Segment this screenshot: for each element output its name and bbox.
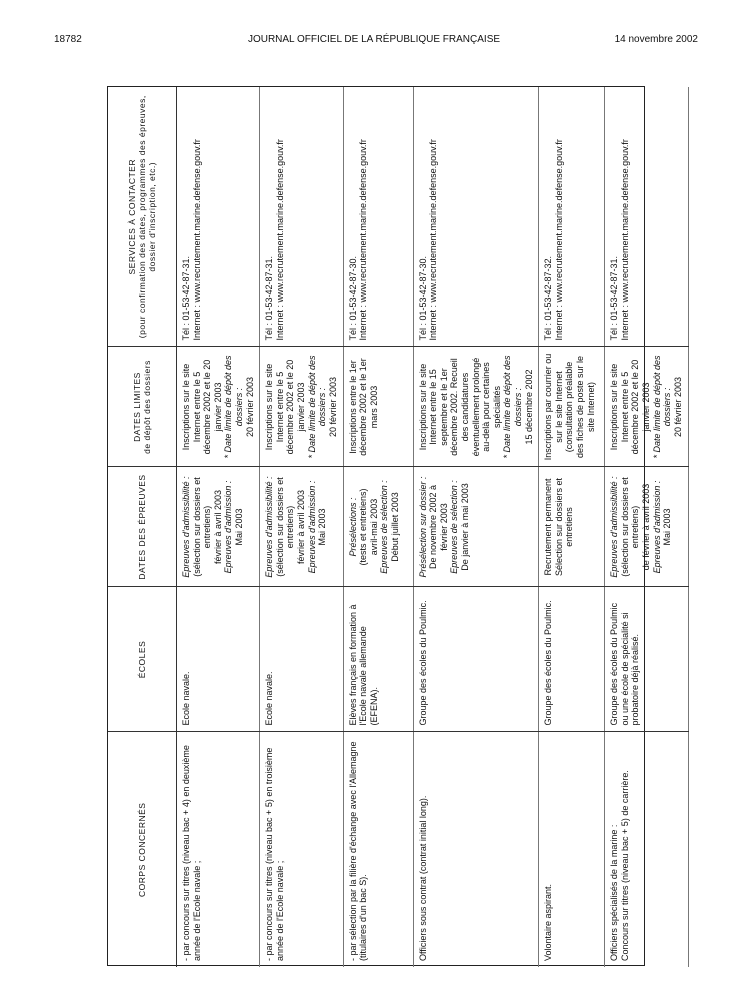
date-limite-label: * Date limite de dépôt des dossiers : <box>306 355 328 459</box>
table-row <box>413 87 539 967</box>
epreuves-admissibilite-dates: février à avril 2003 <box>296 489 307 565</box>
cell-ecole: Ecole navale. <box>177 587 260 732</box>
epreuves-admission-label: Epreuves d'admission : <box>306 480 317 574</box>
rotated-table-frame <box>107 86 683 966</box>
service-website: Internet : www.recrutement.marine.defense.gouv.fr <box>358 139 369 341</box>
header-dates-epreuves: DATES DES ÉPREUVES <box>108 467 177 587</box>
cell-dates-limites <box>539 347 605 467</box>
service-phone: Tél : 01-53-42-87-32. <box>543 255 554 341</box>
header-dates-limites <box>108 347 177 467</box>
date-limite-label: * Date limite de dépôt des dossiers : <box>651 355 673 459</box>
epreuves-admissibilite-label: Epreuves d'admissibilité : <box>264 476 275 578</box>
epreuves-selection-dates: De janvier à mai 2003 <box>459 483 470 571</box>
epreuves-admissibilite-label: Epreuves d'admissibilité : <box>181 476 191 578</box>
cell-services <box>177 87 260 347</box>
recrutement-permanent: Recrutement permanent <box>543 478 554 576</box>
preselections-desc: (tests et entretiens) <box>358 488 369 566</box>
cell-services <box>343 87 413 347</box>
epreuves-selection-label: Epreuves de sélection : <box>379 480 390 574</box>
epreuves-admissibilite-desc: (sélection sur dossiers et entretiens) <box>191 477 213 577</box>
header-dates-limites-sub: de dépôt des dossiers <box>142 360 152 454</box>
table-row <box>343 87 413 967</box>
page-number: 18782 <box>54 34 82 45</box>
epreuves-admission-label: Epreuves d'admission : <box>223 480 234 574</box>
epreuves-admission-label: Epreuves d'admission : <box>651 480 662 574</box>
header-corps: CORPS CONCERNÉS <box>108 732 177 967</box>
date-limite-label: * Date limite de dépôt des dossiers : <box>223 355 245 459</box>
page-header <box>50 34 698 52</box>
cell-services <box>260 87 343 347</box>
epreuves-selection-date: Début juillet 2003 <box>389 492 400 562</box>
header-ecoles: ÉCOLES <box>108 587 177 732</box>
cell-epreuves <box>343 467 413 587</box>
cell-corps: Volontaire aspirant. <box>539 732 605 967</box>
service-website: Internet : www.recrutement.marine.defense.gouv.fr <box>553 139 564 341</box>
date-limite-label: * Date limite de dépôt des dossiers : <box>502 355 524 459</box>
recruitment-table <box>108 87 689 967</box>
cell-epreuves <box>539 467 605 587</box>
preselections-dates: avril-mai 2003 <box>368 498 379 556</box>
cell-ecole: Groupe des écoles du Poulmic. <box>539 587 605 732</box>
inscriptions-text: Inscriptions sur le site Internet entre le 15 septembre et le 1er décembre 2002. Recueil des candidatures éventuellement prolongé au-delà pour certaines spécialités <box>417 357 502 457</box>
inscriptions-text: Inscriptions par courrier ou sur le site Internet (consultation préalable des fiches de poste sur le site Internet) <box>543 353 596 461</box>
cell-corps <box>605 732 689 967</box>
header-dates-limites-title: DATES LIMITES <box>131 372 142 442</box>
date-limite-value: 20 février 2003 <box>244 376 255 438</box>
service-website: Internet : www.recrutement.marine.defense.gouv.fr <box>428 139 439 341</box>
cell-epreuves <box>605 467 689 587</box>
epreuves-admission-date: Mai 2003 <box>317 508 328 546</box>
service-phone: Tél : 01-53-42-87-31. <box>264 255 275 341</box>
epreuves-admissibilite-desc: (sélection sur dossiers et entretiens) <box>619 477 641 577</box>
cell-dates-limites <box>343 347 413 467</box>
rotated-table-container <box>108 87 683 967</box>
cell-dates-limites <box>605 347 689 467</box>
inscriptions-text: Inscriptions sur le site Internet entre le 5 décembre 2002 et le 20 janvier 2003 <box>264 359 307 455</box>
header-services-sub: (pour confirmation des dates, programmes des épreuves, dossier d'inscription, etc.) <box>136 95 157 339</box>
date-limite-value: 20 février 2003 <box>672 376 683 438</box>
epreuves-admissibilite-dates: de février à avril 2003 <box>641 483 652 571</box>
epreuves-selection-label: Epreuves de sélection : <box>449 480 460 574</box>
cell-ecole: Groupe des écoles du Poulmic. <box>413 587 539 732</box>
epreuves-admission-date: Mai 2003 <box>234 508 245 546</box>
inscriptions-text: Inscriptions sur le site Internet entre le 5 décembre 2002 et le 20 janvier 2003 <box>181 359 223 455</box>
corps-section-title: Officiers spécialisés de la marine : <box>609 824 620 961</box>
epreuves-admissibilite-label: Epreuves d'admissibilité : <box>609 476 620 578</box>
cell-epreuves <box>260 467 343 587</box>
journal-title: JOURNAL OFFICIEL DE LA RÉPUBLIQUE FRANÇAISE <box>247 34 501 45</box>
cell-corps: Officiers sous contrat (contrat initial long). <box>413 732 539 967</box>
cell-dates-limites <box>260 347 343 467</box>
service-website: Internet : www.recrutement.marine.defense.gouv.fr <box>274 139 285 341</box>
corps-text: Concours sur titres (niveau bac + 5) de carrière. <box>619 770 630 961</box>
cell-ecole: Ecole navale. <box>260 587 343 732</box>
table-header-row <box>108 87 177 967</box>
service-phone: Tél : 01-53-42-87-31. <box>181 255 191 341</box>
service-phone: Tél : 01-53-42-87-30. <box>347 255 358 341</box>
table-row <box>605 87 689 967</box>
service-phone: Tél : 01-53-42-87-30. <box>417 255 428 341</box>
epreuves-admissibilite-dates: février à avril 2003 <box>212 489 223 565</box>
preselections-label: Présélections : <box>347 497 358 557</box>
service-website: Internet : www.recrutement.marine.defense.gouv.fr <box>619 139 630 341</box>
service-website: Internet : www.recrutement.marine.defense.gouv.fr <box>191 139 202 341</box>
cell-ecole: Elèves français en formation à l'Ecole navale allemande (EFENA). <box>343 587 413 732</box>
date-limite-value: 15 décembre 2002 <box>523 369 534 445</box>
table-row <box>539 87 605 967</box>
cell-corps: - par concours sur titres (niveau bac + 4) en deuxième année de l'Ecole navale ; <box>177 732 260 967</box>
cell-dates-limites <box>177 347 260 467</box>
date-limite-value: 20 février 2003 <box>327 376 338 438</box>
publication-date: 14 novembre 2002 <box>614 34 698 45</box>
epreuves-admission-date: Mai 2003 <box>662 508 673 546</box>
cell-services <box>413 87 539 347</box>
inscriptions-text: Inscriptions sur le site Internet entre le 5 décembre 2002 et le 20 janvier 2003 <box>609 359 652 455</box>
header-services-title: SERVICES À CONTACTER <box>126 159 137 275</box>
header-services <box>108 87 177 347</box>
epreuves-admissibilite-desc: (sélection sur dossiers et entretiens) <box>274 477 296 577</box>
cell-epreuves <box>413 467 539 587</box>
service-phone: Tél : 01-53-42-87-31. <box>609 255 620 341</box>
selection-dossiers: Sélection sur dossiers et entretiens <box>553 477 575 577</box>
cell-corps: - par sélection par la filière d'échange avec l'Allemagne (titulaires d'un bac S). <box>343 732 413 967</box>
cell-corps: - par concours sur titres (niveau bac + 5) en troisième année de l'Ecole navale ; <box>260 732 343 967</box>
cell-services <box>539 87 605 347</box>
cell-epreuves <box>177 467 260 587</box>
table-row <box>177 87 260 967</box>
inscriptions-text: Inscriptions entre le 1er décembre 2002 et le 1er mars 2003 <box>347 358 379 456</box>
preselection-dossier-dates: De novembre 2002 à février 2003 <box>428 484 449 570</box>
preselection-dossier-label: Présélection sur dossier : <box>417 476 428 578</box>
cell-ecole: Groupe des écoles du Poulmic ou une école de spécialité si probatoire déjà réalisé. <box>605 587 689 732</box>
cell-dates-limites <box>413 347 539 467</box>
table-row <box>260 87 343 967</box>
cell-services <box>605 87 689 347</box>
